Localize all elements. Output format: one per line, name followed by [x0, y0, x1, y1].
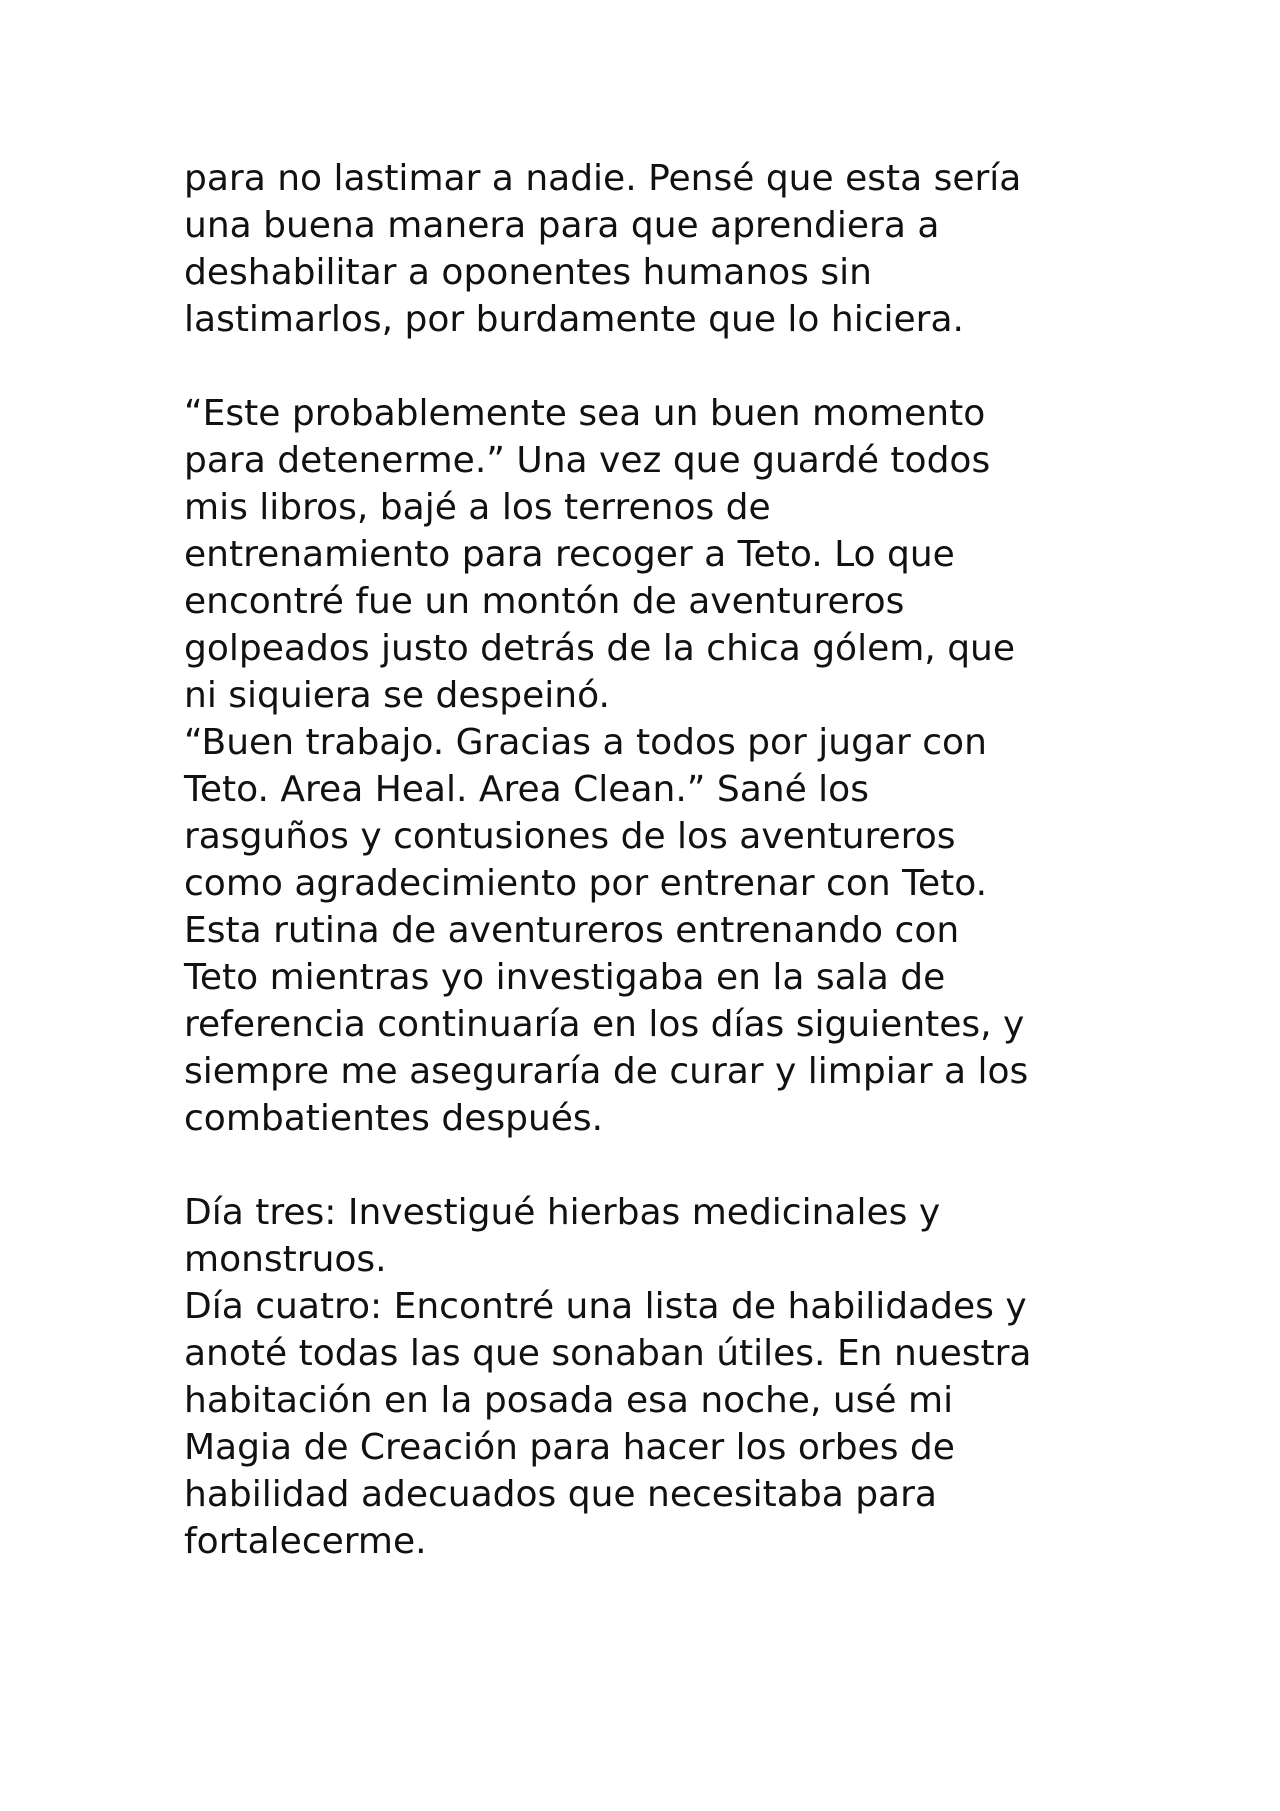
text-line: combatientes después.	[184, 1098, 604, 1139]
text-line: Esta rutina de aventureros entrenando con	[184, 910, 960, 951]
text-line: para no lastimar a nadie. Pensé que esta sería	[184, 158, 1022, 199]
text-line: “Buen trabajo. Gracias a todos por jugar con	[184, 722, 987, 763]
text-line: habitación en la posada esa noche, usé mi	[184, 1380, 954, 1421]
body-text	[184, 155, 1144, 1565]
text-line: Teto mientras yo investigaba en la sala de	[184, 957, 946, 998]
text-line: lastimarlos, por burdamente que lo hiciera.	[184, 299, 964, 340]
text-line: para detenerme.” Una vez que guardé todos	[184, 440, 991, 481]
text-line: Día tres: Investigué hierbas medicinales y	[184, 1192, 941, 1233]
text-line: deshabilitar a oponentes humanos sin	[184, 252, 872, 293]
text-line: referencia continuaría en los días siguientes, y	[184, 1004, 1025, 1045]
text-line: golpeados justo detrás de la chica gólem, que	[184, 628, 1016, 669]
text-line: entrenamiento para recoger a Teto. Lo que	[184, 534, 955, 575]
text-line: Teto. Area Heal. Area Clean.” Sané los	[184, 769, 869, 810]
text-line: encontré fue un montón de aventureros	[184, 581, 905, 622]
text-line: habilidad adecuados que necesitaba para	[184, 1474, 937, 1515]
text-line: como agradecimiento por entrenar con Teto.	[184, 863, 988, 904]
paragraph-gap	[184, 343, 1144, 390]
text-line: rasguños y contusiones de los aventureros	[184, 816, 956, 857]
text-line: una buena manera para que aprendiera a	[184, 205, 940, 246]
text-line: “Este probablemente sea un buen momento	[184, 393, 986, 434]
text-line: ni siquiera se despeinó.	[184, 675, 610, 716]
text-line: anoté todas las que sonaban útiles. En nuestra	[184, 1333, 1032, 1374]
text-line: Día cuatro: Encontré una lista de habilidades y	[184, 1286, 1027, 1327]
text-line: siempre me aseguraría de curar y limpiar a los	[184, 1051, 1029, 1092]
text-line: mis libros, bajé a los terrenos de	[184, 487, 771, 528]
paragraph-gap	[184, 1142, 1144, 1189]
text-line: fortalecerme.	[184, 1521, 427, 1562]
text-line: Magia de Creación para hacer los orbes de	[184, 1427, 955, 1468]
text-line: monstruos.	[184, 1239, 387, 1280]
